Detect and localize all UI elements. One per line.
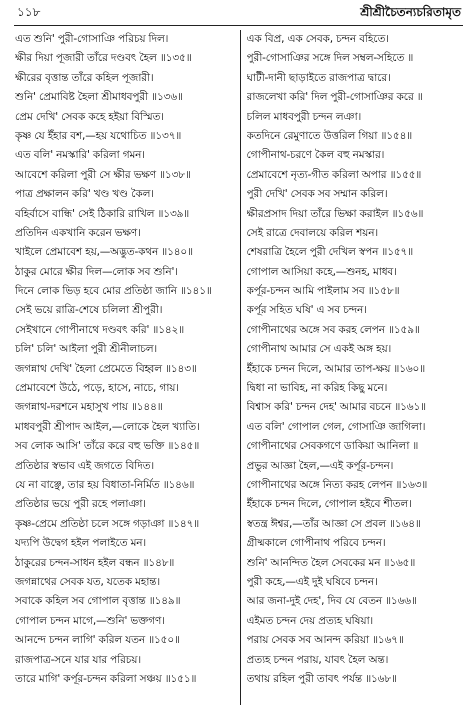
verse-line: রাজলেখা করি' দিল পুরী-গোসাঞির করে ॥ [246,91,423,104]
header-rule [14,25,463,26]
verse-line: জগন্নাথের সেবক যত, যতেক মহান্ত। [15,575,160,588]
verse-line: স্বতন্ত্র ঈশ্বর,—তাঁর আজ্ঞা সে প্রবল ॥১৬৪॥ [246,517,421,530]
verse-line: শেষরাত্রি হৈলে পুরী দেখিল স্বপন ॥১৫৭॥ [246,246,414,259]
verse-line: সবাকে কহিল সব গোপাল বৃত্তান্ত ॥১৪৯॥ [15,595,181,608]
verse-line: বিশ্বাস করি' চন্দন দেহ' আমার বচনে ॥১৬১॥ [246,401,426,414]
verse-line: জগন্নাথ দেখি' হৈলা প্রেমেতে বিহ্বল ॥১৪৩॥ [15,362,197,375]
verse-line: ইঁহাকে চন্দন দিলে, গোপাল হইবে শীতল। [246,498,412,511]
verse-line: শুনি' আনন্দিত হৈল সেবকের মন ॥১৬৫॥ [246,556,416,569]
verse-line: এইমত চন্দন দেয় প্রত্যহ ঘষিয়া। [246,614,374,627]
verse-line: ঠাকুরের চন্দন-সাধন হইল বন্ধন ॥১৪৮॥ [15,556,175,569]
verse-line: এত শুনি' পুরী-গোসাঞি পরিচয় দিল। [15,33,169,45]
verse-line: ক্ষীরপ্রসাদ দিয়া তাঁরে ভিক্ষা করাইল ॥১৫৬॥ [246,207,424,220]
verse-line: প্রত্যহ চন্দন পরায়, যাবৎ হৈল অন্ত। [246,653,389,666]
verse-line: এত বলি' গোপাল গেল, গোসাঞি জাগিলা। [246,420,426,433]
text-columns [15,30,465,705]
verse-line: কৃষ্ণ-প্রেমে প্রতিষ্ঠা চলে সঙ্গে গড়াঞা ॥১৪৭॥ [15,517,200,530]
verse-line: চলিল মাধবপুরী চন্দন লঞা। [246,110,362,123]
verse-line: গোপীনাথ-চরণে কৈল বহু নমস্কার। [246,149,385,162]
verse-line: ক্ষীরের বৃত্তান্ত তাঁরে কহিল পূজারী। [15,71,154,84]
verse-line: জগন্নাথ-দরশনে মহাসুখ পায় ॥১৪৪॥ [15,401,163,414]
verse-line: গোপীনাথের অঙ্গে সব করহ লেপন ॥১৫৯॥ [246,323,420,336]
verse-line: কৃষ্ণ যে ইঁহার বশ,—হয় যথোচিত ॥১৩৭॥ [15,129,182,142]
verse-line: সেই ভয়ে রাত্রি-শেষে চলিলা শ্রীপুরী। [15,304,163,317]
verse-line: সেই রাত্রে দেবালয়ে করিল শয়ন। [246,226,378,239]
verse-line: প্রেমাবেশে উঠে, পড়ে, হাসে, নাচে, গায়। [15,382,179,395]
verse-line: ঠাকুর মোরে ক্ষীর দিল—লোক সব শুনি'। [15,265,178,278]
verse-line: প্রভুর আজ্ঞা হৈল,—এই কর্পূর-চন্দন। [246,459,394,472]
verse-line: এক বিপ্র, এক সেবক, চন্দন বহিতে। [246,33,389,45]
verse-line: আর জনা-দুই দেহ', দিব যে বেতন ॥১৬৬॥ [246,595,417,608]
verse-line: চলি' চলি' আইলা পুরী শ্রীনীলাচল। [15,343,157,356]
verse-line: যে না বাঞ্ছে, তার হয় বিধাতা-নির্মিত ॥১৪৬॥ [15,478,195,491]
verse-line: গোপাল চন্দন মাগে,—শুনি' ভক্তগণ। [15,614,165,627]
verse-line: খাইলে প্রেমাবেশ হয়,—অদ্ভুত-কথন ॥১৪০॥ [15,246,193,259]
verse-line: প্রতিষ্ঠার স্বভাব এই জগতে বিদিত। [15,459,154,472]
verse-line: যদ্যপি উদ্বেগ হইল পলাইতে মন। [15,537,147,550]
verse-line: ঘাটী-দানী ছাড়াইতে রাজপাত্র দ্বারে। [246,71,391,84]
verse-line: দ্বিধা না ভাবিহ, না করিহ কিছু মনে। [246,382,388,395]
verse-line: পরায় সেবক সব আনন্দ করিয়া ॥১৬৭॥ [246,634,404,647]
verse-line: কতদিনে রেমুণাতে উত্তরিল গিয়া ॥১৫৪॥ [246,129,413,142]
verse-line: গোপাল আসিয়া কহে,—শুনহ, মাধব। [246,265,397,278]
right-column [241,30,466,705]
verse-line: কর্পূর সহিত ঘষি' এ সব চন্দন। [246,304,367,317]
verse-line: আনন্দে চন্দন লাগি' করিল যতন ॥১৫০॥ [15,634,180,647]
page-header [17,3,461,25]
verse-line: সব লোক আসি' তাঁরে করে বহু ভক্তি ॥১৪৫॥ [15,440,200,453]
verse-line: তারে মাগি' কর্পূর-চন্দন করিলা সঞ্চয় ॥১৫১॥ [15,672,197,685]
verse-line: কর্পূর-চন্দন আমি পাইলাম সব ॥১৫৮॥ [246,285,400,298]
verse-line: প্রেম দেখি' সেবক কহে হইয়া বিস্মিত। [15,110,164,123]
verse-line: পুরী-গোসাঞির সঙ্গে দিল সম্বল-সহিতে ॥ [246,52,414,65]
verse-line: গোপীনাথের অঙ্গে নিত্য করহ লেপন ॥১৬৩॥ [246,478,428,491]
left-column [15,30,240,705]
verse-line: গ্রীষ্মকালে গোপীনাথ পরিবে চন্দন। [246,537,386,550]
verse-line: প্রতিষ্ঠার ভয়ে পুরী রহে পলাঞা। [15,498,146,511]
verse-line: সেইখানে গোপীনাথে দণ্ডবৎ করি' ॥১৪২॥ [15,323,185,336]
verse-line: পুরী দেখি' সেবক সব সম্মান করিল। [246,188,388,201]
running-title: শ্রীশ্রীচৈতন্যচরিতামৃত [360,5,461,19]
verse-line: গোপীনাথ আমার সে একই অঙ্গ হয়। [246,343,392,356]
verse-line: গোপীনাথের সেবকগণে ডাকিয়া আনিলা ॥ [246,440,419,453]
verse-line: প্রতিদিন একখানি করেন ভক্ষণ। [15,226,141,239]
verse-line: মাধবপুরী শ্রীপাদ আইল,—লোকে হৈল খ্যাতি। [15,420,200,433]
verse-line: বহির্বাসে বান্ধি' সেই ঠিকারি রাখিল ॥১৩৯॥ [15,207,190,220]
verse-line: তথায় রহিল পুরী তাবৎ পর্যন্ত ॥১৬৮॥ [246,672,397,685]
verse-line: পাত্র প্রক্ষালন করি' খণ্ড খণ্ড কৈল। [15,188,154,201]
verse-line: আবেশে করিলা পুরী সে ক্ষীর ভক্ষণ ॥১৩৮॥ [15,168,191,181]
verse-line: এত বলি' নমস্কারি' করিলা গমন। [15,149,145,162]
verse-line: ক্ষীর দিয়া পূজারী তাঁরে দণ্ডবৎ হৈল ॥১৩৫॥ [15,52,192,65]
verse-line: দিনে লোক ভিড় হবে মোর প্রতিষ্ঠা জানি ॥১৪১॥ [15,285,212,298]
verse-line: শুনি' প্রেমাবিষ্ট হৈলা শ্রীমাধবপুরী ॥১৩৬॥ [15,91,183,104]
verse-line: রাজপাত্র-সনে যার যার পরিচয়। [15,653,141,666]
page-number: ১১৮ [17,5,41,19]
verse-line: পুরী কহে,—এই দুই ঘষিবে চন্দন। [246,575,378,588]
verse-line: ইঁহাকে চন্দন দিলে, আমার তাপ-ক্ষয় ॥১৬০॥ [246,362,426,375]
verse-line: প্রেমাবেশে নৃত্য-গীত করিলা অপার ॥১৫৫॥ [246,168,422,181]
